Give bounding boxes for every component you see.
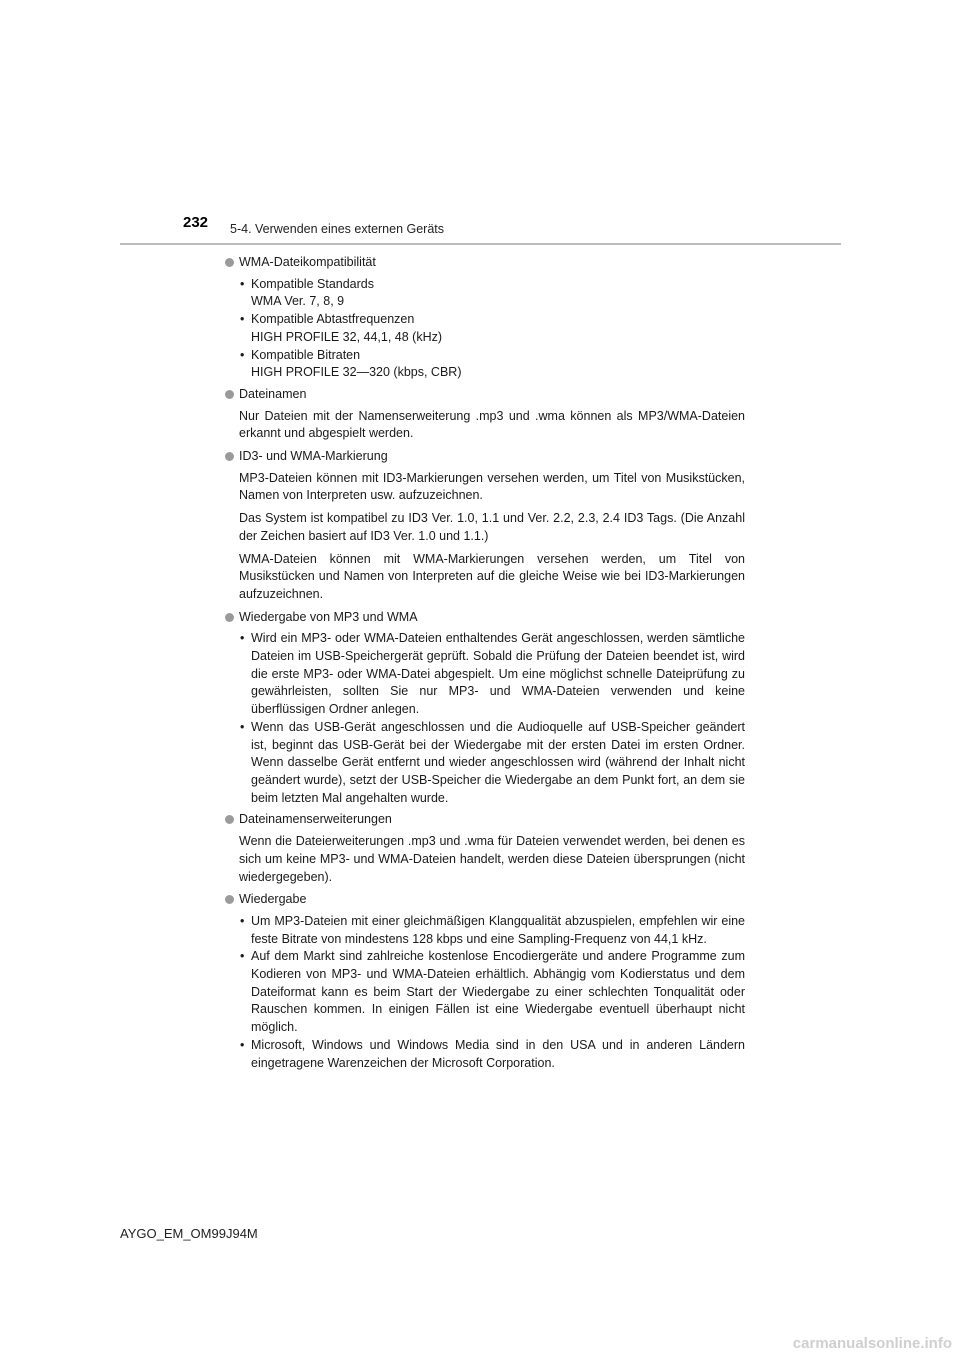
sub-item-detail: WMA Ver. 7, 8, 9 [251,294,345,309]
section-heading [223,891,745,909]
sub-item [223,1037,745,1072]
section-mp3-wma-playback [223,609,745,808]
paragraph: Wenn die Dateierweiterungen .mp3 und .wma für Dateien verwendet werden, bei denen es sich um keine MP3- und WMA-Dateien handelt, werden diese Dateien übersprungen (nicht wiedergegeben). [239,834,745,884]
dot-bullet-icon: • [240,312,245,327]
section-file-extensions [223,811,745,886]
sub-item-text: Wird ein MP3- oder WMA-Dateien enthaltendes Gerät angeschlossen, werden sämtliche Dateien im USB-Speichergerät geprüft. Sobald die Prüfung der Dateien beendet ist, wird die erste MP3- oder WMA-Datei abgespielt. Um eine möglichst schnelle Dateiprüfung zu gewährleisten, sollten Sie nur MP3- und WMA-Dateien verwenden und keine überflüssigen Ordner anlegen. [251,631,745,717]
section-title: 5-4. Verwenden eines externen Geräts [230,222,445,236]
section-heading-text: Wiedergabe von MP3 und WMA [239,609,418,624]
paragraph: MP3-Dateien können mit ID3-Markierungen versehen werden, um Titel von Musikstücken, Namen von Interpreten usw. aufzuzeichnen. [239,470,745,503]
sub-item-text: Auf dem Markt sind zahlreiche kostenlose Encodiergeräte und andere Programme zum Kodieren von MP3- und WMA-Dateien erhältlich. Abhängig vom Kodierstatus und dem Dateiformat kann es beim Start der Wiedergabe zu einer schlechten Tonqualität oder Rauschen kommen. In einigen Fällen ist eine Wiedergabe eventuell überhaupt nicht möglich. [251,949,745,1035]
sub-item-text: Wenn das USB-Gerät angeschlossen und die Audioquelle auf USB-Speicher geändert ist, beginnt das USB-Gerät bei der Wiedergabe mit der ersten Datei im ersten Ordner. Wenn dasselbe Gerät entfernt und wieder angeschlossen wird (während der Inhalt nicht geändert wurde), setzt der USB-Speicher die Wiedergabe an dem Punkt fort, an dem sie beim letzten Mal angehalten wurde. [251,719,745,805]
dot-bullet-icon: • [240,347,245,362]
sub-item-text: Microsoft, Windows und Windows Media sind in den USA und in anderen Ländern eingetragene Warenzeichen der Microsoft Corporation. [251,1037,745,1070]
dot-bullet-icon: • [240,949,245,964]
section-heading [223,254,745,272]
dot-bullet-icon: • [240,913,245,928]
sub-list [223,630,745,807]
section-file-names [223,386,745,443]
section-heading [223,609,745,627]
section-heading-text: WMA-Dateikompatibilität [239,255,376,269]
sub-item-label: Kompatible Bitraten [251,347,361,362]
circle-bullet-icon [225,815,234,824]
sub-list [223,913,745,1072]
paragraph: Das System ist kompatibel zu ID3 Ver. 1.0, 1.1 und Ver. 2.2, 2.3, 2.4 ID3 Tags. (Die Anzahl der Zeichen basiert auf ID3 Ver. 1.0 und 1.1.) [239,511,745,543]
dot-bullet-icon: • [240,276,245,291]
dot-bullet-icon: • [240,1037,245,1052]
section-heading [223,386,745,404]
paragraph: Nur Dateien mit der Namenserweiterung .mp3 und .wma können als MP3/WMA-Dateien erkannt und abgespielt werden. [239,408,745,441]
paragraph: WMA-Dateien können mit WMA-Markierungen versehen werden, um Titel von Musikstücken und Namen von Interpreten auf die gleiche Weise wie bei ID3-Markierungen aufzuzeichnen. [239,551,745,601]
sub-item [223,311,745,329]
section-heading-text: ID3- und WMA-Markierung [239,449,388,464]
sub-item [223,719,745,808]
section-heading [223,811,745,829]
circle-bullet-icon [225,452,234,461]
dot-bullet-icon: • [240,631,245,646]
section-heading-text: Dateinamen [239,386,307,401]
sub-item-detail: HIGH PROFILE 32—320 (kbps, CBR) [251,365,462,380]
watermark: carmanualsonline.info [792,1335,952,1352]
sub-item [223,913,745,948]
circle-bullet-icon [225,613,234,622]
section-heading [223,448,745,466]
sub-item-label: Kompatible Standards [251,276,374,291]
section-playback [223,891,745,1072]
circle-bullet-icon [225,390,234,399]
section-heading-text: Wiedergabe [239,892,307,907]
dot-bullet-icon: • [240,719,245,734]
content-body [223,254,745,1076]
page-number: 232 [183,214,209,231]
header-divider [120,243,841,245]
sub-item-text: Um MP3-Dateien mit einer gleichmäßigen Klangqualität abzuspielen, empfehlen wir eine feste Bitrate von mindestens 128 kbps und eine Sampling-Frequenz von 44,1 kHz. [251,913,745,946]
section-wma-compatibility [223,254,745,382]
section-id3-wma-tags [223,448,745,604]
sub-item [223,948,745,1037]
sub-item-detail: HIGH PROFILE 32, 44,1, 48 (kHz) [251,329,443,344]
sub-item [223,347,745,365]
circle-bullet-icon [225,895,234,904]
sub-item-label: Kompatible Abtastfrequenzen [251,312,415,327]
sub-item [223,630,745,719]
sub-item [223,276,745,294]
footer-code: AYGO_EM_OM99J94M [120,1226,258,1241]
section-heading-text: Dateinamenserweiterungen [239,812,392,827]
circle-bullet-icon [225,258,234,267]
sub-list [223,276,745,382]
